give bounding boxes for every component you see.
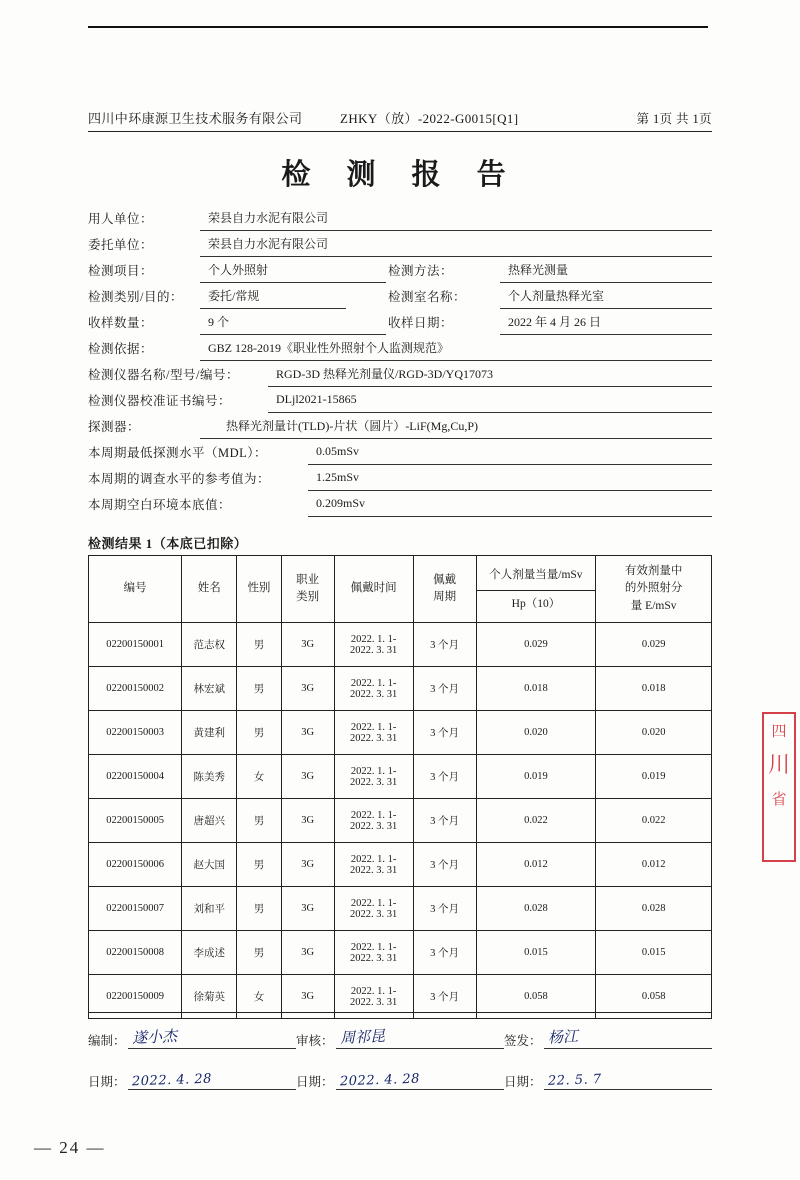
cell-period-line1: 2022. 1. 1- [350, 677, 397, 689]
cell-eff: 0.028 [596, 887, 712, 931]
th-job-type-line1: 职业 [296, 573, 320, 586]
cell-id: 02200150009 [89, 975, 182, 1019]
client-label: 用人单位： [88, 212, 154, 226]
compiled-by [88, 1026, 296, 1049]
sample-count-label: 收样数量： [88, 316, 154, 330]
table-row [89, 887, 712, 931]
organization-name: 四川中环康源卫生技术服务有限公司 [88, 111, 303, 126]
background-value: 0.209mSv [308, 491, 712, 517]
cell-id: 02200150007 [89, 887, 182, 931]
cell-sex: 男 [237, 799, 282, 843]
cell-sex: 男 [237, 843, 282, 887]
cell-id: 02200150002 [89, 667, 182, 711]
sample-date-label: 收样日期： [388, 316, 454, 330]
meta-row-client [88, 205, 712, 231]
cell-period-line2: 2022. 3. 31 [349, 820, 398, 832]
compiled-date-cell [88, 1071, 296, 1090]
category-value: 委托/常规 [200, 283, 346, 309]
cell-name: 刘和平 [182, 887, 237, 931]
meta-row-basis [88, 335, 712, 361]
meta-row-entrust [88, 231, 712, 257]
cell-job: 3G [281, 843, 334, 887]
issued-date-value: 22. 5. 7 [547, 1072, 602, 1089]
cell-dose: 0.020 [476, 711, 596, 755]
cell-eff: 0.018 [596, 667, 712, 711]
cell-job: 3G [281, 887, 334, 931]
th-effective-line3: 量 E/mSv [630, 599, 677, 612]
cell-name: 陈美秀 [182, 755, 237, 799]
cell-dose: 0.022 [476, 799, 596, 843]
cell-period-line2: 2022. 3. 31 [349, 908, 398, 920]
compiled-date-label: 日期： [88, 1075, 126, 1089]
cell-dose: 0.058 [476, 975, 596, 1019]
meta-row-count-date [88, 309, 712, 335]
table-row [89, 623, 712, 667]
th-job-type [281, 556, 334, 623]
compiled-line [128, 1026, 296, 1049]
meta-row-cert [88, 387, 712, 413]
table-row [89, 667, 712, 711]
table-row [89, 931, 712, 975]
cell-period-line2: 2022. 3. 31 [349, 776, 398, 788]
cell-id: 02200150005 [89, 799, 182, 843]
cell-id: 02200150003 [89, 711, 182, 755]
table-row [89, 799, 712, 843]
stamp-line1: 四 [771, 722, 787, 740]
cell-cycle: 3 个月 [413, 931, 476, 975]
stamp-line2: 川 [767, 752, 790, 778]
issued-line [544, 1027, 712, 1049]
table-header-row [89, 556, 712, 623]
stamp-line3: 省 [771, 789, 787, 808]
cell-period-line1: 2022. 1. 1- [350, 809, 397, 821]
basis-label: 检测依据： [88, 342, 154, 356]
method-value: 热释光测量 [500, 257, 712, 283]
cell-job: 3G [281, 975, 334, 1019]
meta-row-instrument [88, 361, 712, 387]
meta-row-category-lab [88, 283, 712, 309]
th-id: 编号 [89, 556, 182, 623]
th-cycle [413, 556, 476, 623]
cell-id: 02200150006 [89, 843, 182, 887]
cell-job: 3G [281, 623, 334, 667]
th-job-type-line2: 类别 [296, 591, 320, 603]
cell-period-line2: 2022. 3. 31 [349, 644, 398, 656]
th-effective-line2: 的外照射分 [624, 582, 683, 595]
cell-id: 02200150004 [89, 755, 182, 799]
mdl-label: 本周期最低探测水平（MDL）： [88, 446, 268, 460]
th-sex: 性别 [237, 556, 282, 623]
signature-row-dates [88, 1071, 712, 1090]
investigation-value: 1.25mSv [308, 465, 712, 491]
reviewed-signature: 周祁昆 [339, 1026, 385, 1048]
table-row [89, 755, 712, 799]
th-dose-sub: Hp（10） [511, 597, 561, 610]
cell-sex: 女 [237, 755, 282, 799]
cell-sex: 男 [237, 667, 282, 711]
cell-cycle: 3 个月 [413, 755, 476, 799]
cert-label: 检测仪器校准证书编号： [88, 394, 232, 408]
cell-period [334, 623, 413, 667]
method-label: 检测方法： [388, 264, 454, 278]
reviewed-date-line [336, 1071, 504, 1090]
reviewed-label: 审核： [296, 1034, 334, 1048]
instrument-value: RGD-3D 热释光剂量仪/RGD-3D/YQ17073 [268, 361, 712, 387]
meta-block [88, 205, 712, 517]
compiled-label: 编制： [88, 1034, 126, 1048]
reviewed-date-value: 2022. 4. 28 [339, 1071, 420, 1090]
cell-name: 李成述 [182, 931, 237, 975]
cell-cycle: 3 个月 [413, 711, 476, 755]
cell-cycle: 3 个月 [413, 843, 476, 887]
cell-period [334, 755, 413, 799]
cell-period-line1: 2022. 1. 1- [350, 985, 397, 997]
cell-period-line1: 2022. 1. 1- [350, 941, 397, 953]
cell-job: 3G [281, 755, 334, 799]
cell-period-line1: 2022. 1. 1- [350, 765, 397, 777]
issued-date-label: 日期： [504, 1075, 542, 1089]
cell-period [334, 843, 413, 887]
cell-job: 3G [281, 667, 334, 711]
cell-sex: 男 [237, 931, 282, 975]
cell-period-line1: 2022. 1. 1- [350, 721, 397, 733]
cell-sex: 男 [237, 887, 282, 931]
meta-row-item-method [88, 257, 712, 283]
th-wear-period: 佩戴时间 [334, 556, 413, 623]
document-header [88, 108, 712, 127]
cell-period [334, 667, 413, 711]
cell-period-line2: 2022. 3. 31 [349, 996, 398, 1008]
cell-cycle: 3 个月 [413, 667, 476, 711]
cell-name: 黄建利 [182, 711, 237, 755]
mdl-value: 0.05mSv [308, 439, 712, 465]
th-dose-title: 个人剂量当量/mSv [477, 564, 596, 591]
investigation-label: 本周期的调查水平的参考值为： [88, 472, 271, 486]
entrust-label: 委托单位： [88, 238, 154, 252]
table-row [89, 711, 712, 755]
th-dose [476, 556, 596, 623]
cell-period-line2: 2022. 3. 31 [349, 864, 398, 876]
cell-sex: 男 [237, 623, 282, 667]
issued-date-line [544, 1071, 712, 1090]
cell-cycle: 3 个月 [413, 975, 476, 1019]
report-code: ZHKY（放）-2022-G0015[Q1] [340, 111, 519, 126]
cell-eff: 0.029 [596, 623, 712, 667]
cell-dose: 0.018 [476, 667, 596, 711]
signature-divider [88, 1012, 712, 1013]
cell-job: 3G [281, 799, 334, 843]
cell-dose: 0.028 [476, 887, 596, 931]
top-divider [88, 26, 708, 28]
cell-period-line2: 2022. 3. 31 [349, 732, 398, 744]
lab-label: 检测室名称： [388, 290, 467, 304]
cell-period [334, 799, 413, 843]
cell-period-line1: 2022. 1. 1- [350, 633, 397, 645]
reviewed-line [336, 1026, 504, 1049]
th-cycle-line1: 佩戴 [433, 573, 457, 586]
cell-eff: 0.022 [596, 799, 712, 843]
issued-signature: 杨江 [547, 1027, 579, 1047]
cell-name: 赵大国 [182, 843, 237, 887]
reviewed-date-cell [296, 1071, 504, 1090]
reviewed-date-label: 日期： [296, 1075, 334, 1089]
cell-name: 范志权 [182, 623, 237, 667]
th-effective [596, 556, 712, 623]
reviewed-by [296, 1026, 504, 1049]
cell-cycle: 3 个月 [413, 887, 476, 931]
th-name: 姓名 [182, 556, 237, 623]
entrust-value: 荣县自力水泥有限公司 [200, 231, 712, 257]
footer-page-number: — 24 — [34, 1138, 106, 1157]
sample-date-value: 2022 年 4 月 26 日 [500, 309, 712, 335]
cell-name: 林宏斌 [182, 667, 237, 711]
cell-sex: 女 [237, 975, 282, 1019]
cell-period [334, 931, 413, 975]
cell-eff: 0.019 [596, 755, 712, 799]
issued-label: 签发： [504, 1034, 542, 1048]
cell-period [334, 887, 413, 931]
cell-dose: 0.015 [476, 931, 596, 975]
cell-eff: 0.020 [596, 711, 712, 755]
item-value: 个人外照射 [200, 257, 386, 283]
cert-value: DLjl2021-15865 [268, 387, 712, 413]
cell-dose: 0.019 [476, 755, 596, 799]
cell-period [334, 711, 413, 755]
page-title: 检 测 报 告 [281, 157, 519, 191]
cell-job: 3G [281, 711, 334, 755]
compiled-signature: 遂小杰 [131, 1026, 177, 1048]
cell-period-line1: 2022. 1. 1- [350, 897, 397, 909]
cell-eff: 0.058 [596, 975, 712, 1019]
category-label: 检测类别/目的： [88, 290, 183, 304]
basis-value: GBZ 128-2019《职业性外照射个人监测规范》 [200, 335, 712, 361]
cell-cycle: 3 个月 [413, 623, 476, 667]
th-effective-line1: 有效剂量中 [624, 565, 683, 578]
cell-sex: 男 [237, 711, 282, 755]
cell-job: 3G [281, 931, 334, 975]
signature-row-names [88, 1026, 712, 1049]
header-divider [88, 131, 712, 132]
client-value: 荣县自力水泥有限公司 [200, 205, 712, 231]
cell-period-line1: 2022. 1. 1- [350, 853, 397, 865]
item-label: 检测项目： [88, 264, 154, 278]
cell-id: 02200150001 [89, 623, 182, 667]
cell-period-line2: 2022. 3. 31 [349, 688, 398, 700]
meta-row-detector [88, 413, 712, 439]
cell-cycle: 3 个月 [413, 799, 476, 843]
detector-label: 探测器： [88, 420, 141, 434]
lab-value: 个人剂量热释光室 [500, 283, 712, 309]
meta-row-investigation [88, 465, 712, 491]
cell-name: 徐菊英 [182, 975, 237, 1019]
background-label: 本周期空白环境本底值： [88, 498, 232, 512]
cell-eff: 0.015 [596, 931, 712, 975]
results-caption: 检测结果 1（本底已扣除） [88, 536, 248, 551]
page-count: 第 1页 共 1页 [636, 112, 712, 126]
th-cycle-line2: 周期 [433, 591, 457, 603]
issued-date-cell [504, 1071, 712, 1090]
issued-by [504, 1027, 712, 1049]
compiled-date-line [128, 1071, 296, 1090]
compiled-date-value: 2022. 4. 28 [131, 1071, 212, 1090]
signature-area [88, 1026, 712, 1112]
table-row [89, 843, 712, 887]
cell-dose: 0.012 [476, 843, 596, 887]
cell-eff: 0.012 [596, 843, 712, 887]
red-seal-stamp [762, 712, 796, 862]
sample-count-value: 9 个 [200, 309, 386, 335]
cell-name: 唐超兴 [182, 799, 237, 843]
cell-id: 02200150008 [89, 931, 182, 975]
cell-dose: 0.029 [476, 623, 596, 667]
meta-row-background [88, 491, 712, 517]
table-body [89, 623, 712, 1019]
meta-row-mdl [88, 439, 712, 465]
cell-period-line2: 2022. 3. 31 [349, 952, 398, 964]
detector-value: 热释光剂量计(TLD)-片状（圆片）-LiF(Mg,Cu,P) [200, 413, 712, 439]
results-table [88, 555, 712, 1019]
instrument-label: 检测仪器名称/型号/编号： [88, 368, 239, 382]
